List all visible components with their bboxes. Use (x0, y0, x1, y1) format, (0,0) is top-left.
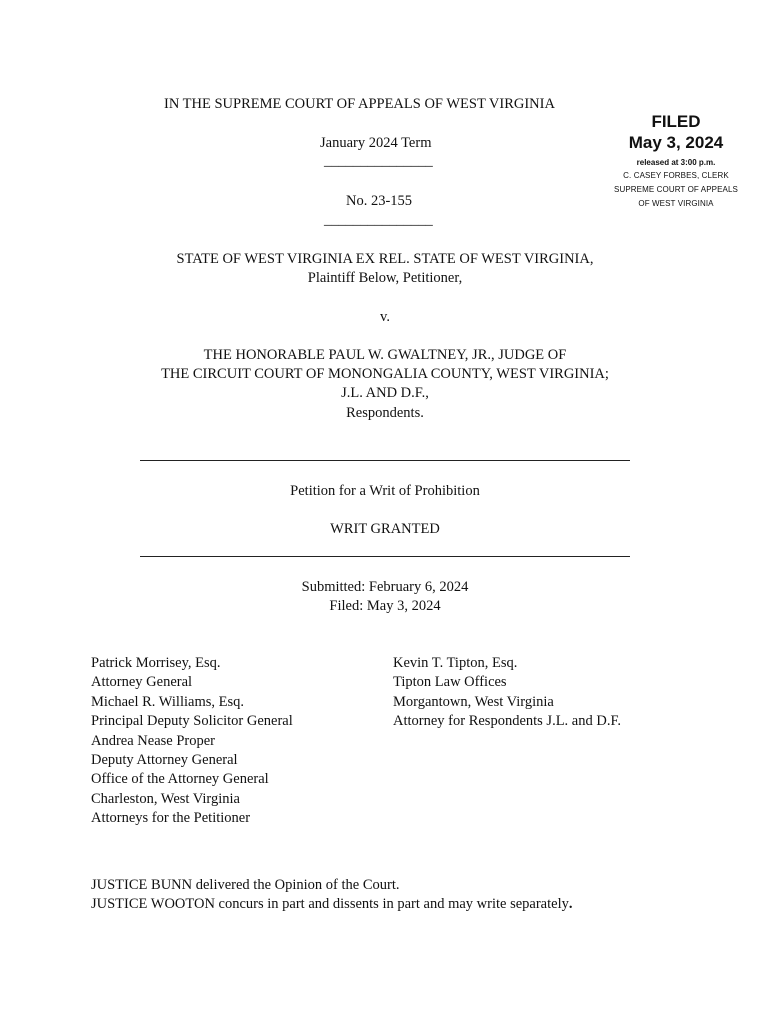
counsel-line: Kevin T. Tipton, Esq. (393, 655, 518, 671)
counsel-line: Patrick Morrisey, Esq. (91, 655, 221, 671)
concurrence-dissent (91, 895, 572, 913)
respondents-line-3: J.L. AND D.F., (341, 385, 429, 401)
disposition: WRIT GRANTED (330, 521, 440, 537)
filed-stamp-court-2: OF WEST VIRGINIA (638, 199, 714, 208)
filed-stamp-released: released at 3:00 p.m. (636, 158, 716, 167)
respondents-line-2: THE CIRCUIT COURT OF MONONGALIA COUNTY, WEST VIRGINIA; (161, 366, 609, 382)
petition-type: Petition for a Writ of Prohibition (290, 483, 480, 499)
counsel-line: Attorneys for the Petitioner (91, 810, 251, 827)
section-divider-top (140, 460, 630, 461)
respondents-line-4: Respondents. (346, 405, 424, 421)
petitioner-line-1: STATE OF WEST VIRGINIA EX REL. STATE OF WEST VIRGINIA, (176, 251, 594, 267)
counsel-petitioner (91, 654, 293, 829)
counsel-line: Andrea Nease Proper (91, 732, 216, 749)
filed-stamp-clerk: C. CASEY FORBES, CLERK (623, 171, 729, 180)
filed-stamp-court-1: SUPREME COURT OF APPEALS (614, 185, 738, 194)
concurrence-dissent-period: . (568, 896, 573, 912)
petitioner-line-2: Plaintiff Below, Petitioner, (307, 270, 463, 286)
counsel-line: Michael R. Williams, Esq. (91, 693, 244, 710)
counsel-line: Charleston, West Virginia (91, 790, 240, 807)
counsel-line: Attorney for Respondents J.L. and D.F. (393, 713, 621, 730)
counsel-line: Office of the Attorney General (91, 771, 269, 788)
versus: v. (380, 309, 390, 325)
court-heading: IN THE SUPREME COURT OF APPEALS OF WEST VIRGINIA (164, 96, 555, 112)
counsel-respondents (393, 654, 621, 732)
section-divider-bottom (140, 556, 630, 557)
term-divider: _______________ (324, 153, 433, 169)
filed-date: Filed: May 3, 2024 (329, 598, 441, 614)
counsel-line: Attorney General (91, 674, 193, 691)
submitted-date: Submitted: February 6, 2024 (301, 579, 469, 595)
term: January 2024 Term (320, 135, 432, 151)
filed-stamp-date: May 3, 2024 (628, 133, 724, 152)
opinion-delivered: JUSTICE BUNN delivered the Opinion of the Court. (91, 877, 400, 893)
case-number: No. 23-155 (346, 193, 413, 209)
counsel-line: Principal Deputy Solicitor General (91, 713, 293, 730)
concurrence-dissent-text: JUSTICE WOOTON concurs in part and dissents in part and may write separately (91, 896, 569, 912)
counsel-line: Deputy Attorney General (91, 752, 238, 769)
filed-stamp (596, 112, 756, 211)
counsel-line: Morgantown, West Virginia (393, 693, 554, 710)
case-number-divider: _______________ (324, 212, 433, 228)
counsel-line: Tipton Law Offices (393, 674, 507, 691)
respondents-line-1: THE HONORABLE PAUL W. GWALTNEY, JR., JUDGE OF (203, 347, 567, 363)
filed-stamp-label: FILED (651, 112, 701, 131)
